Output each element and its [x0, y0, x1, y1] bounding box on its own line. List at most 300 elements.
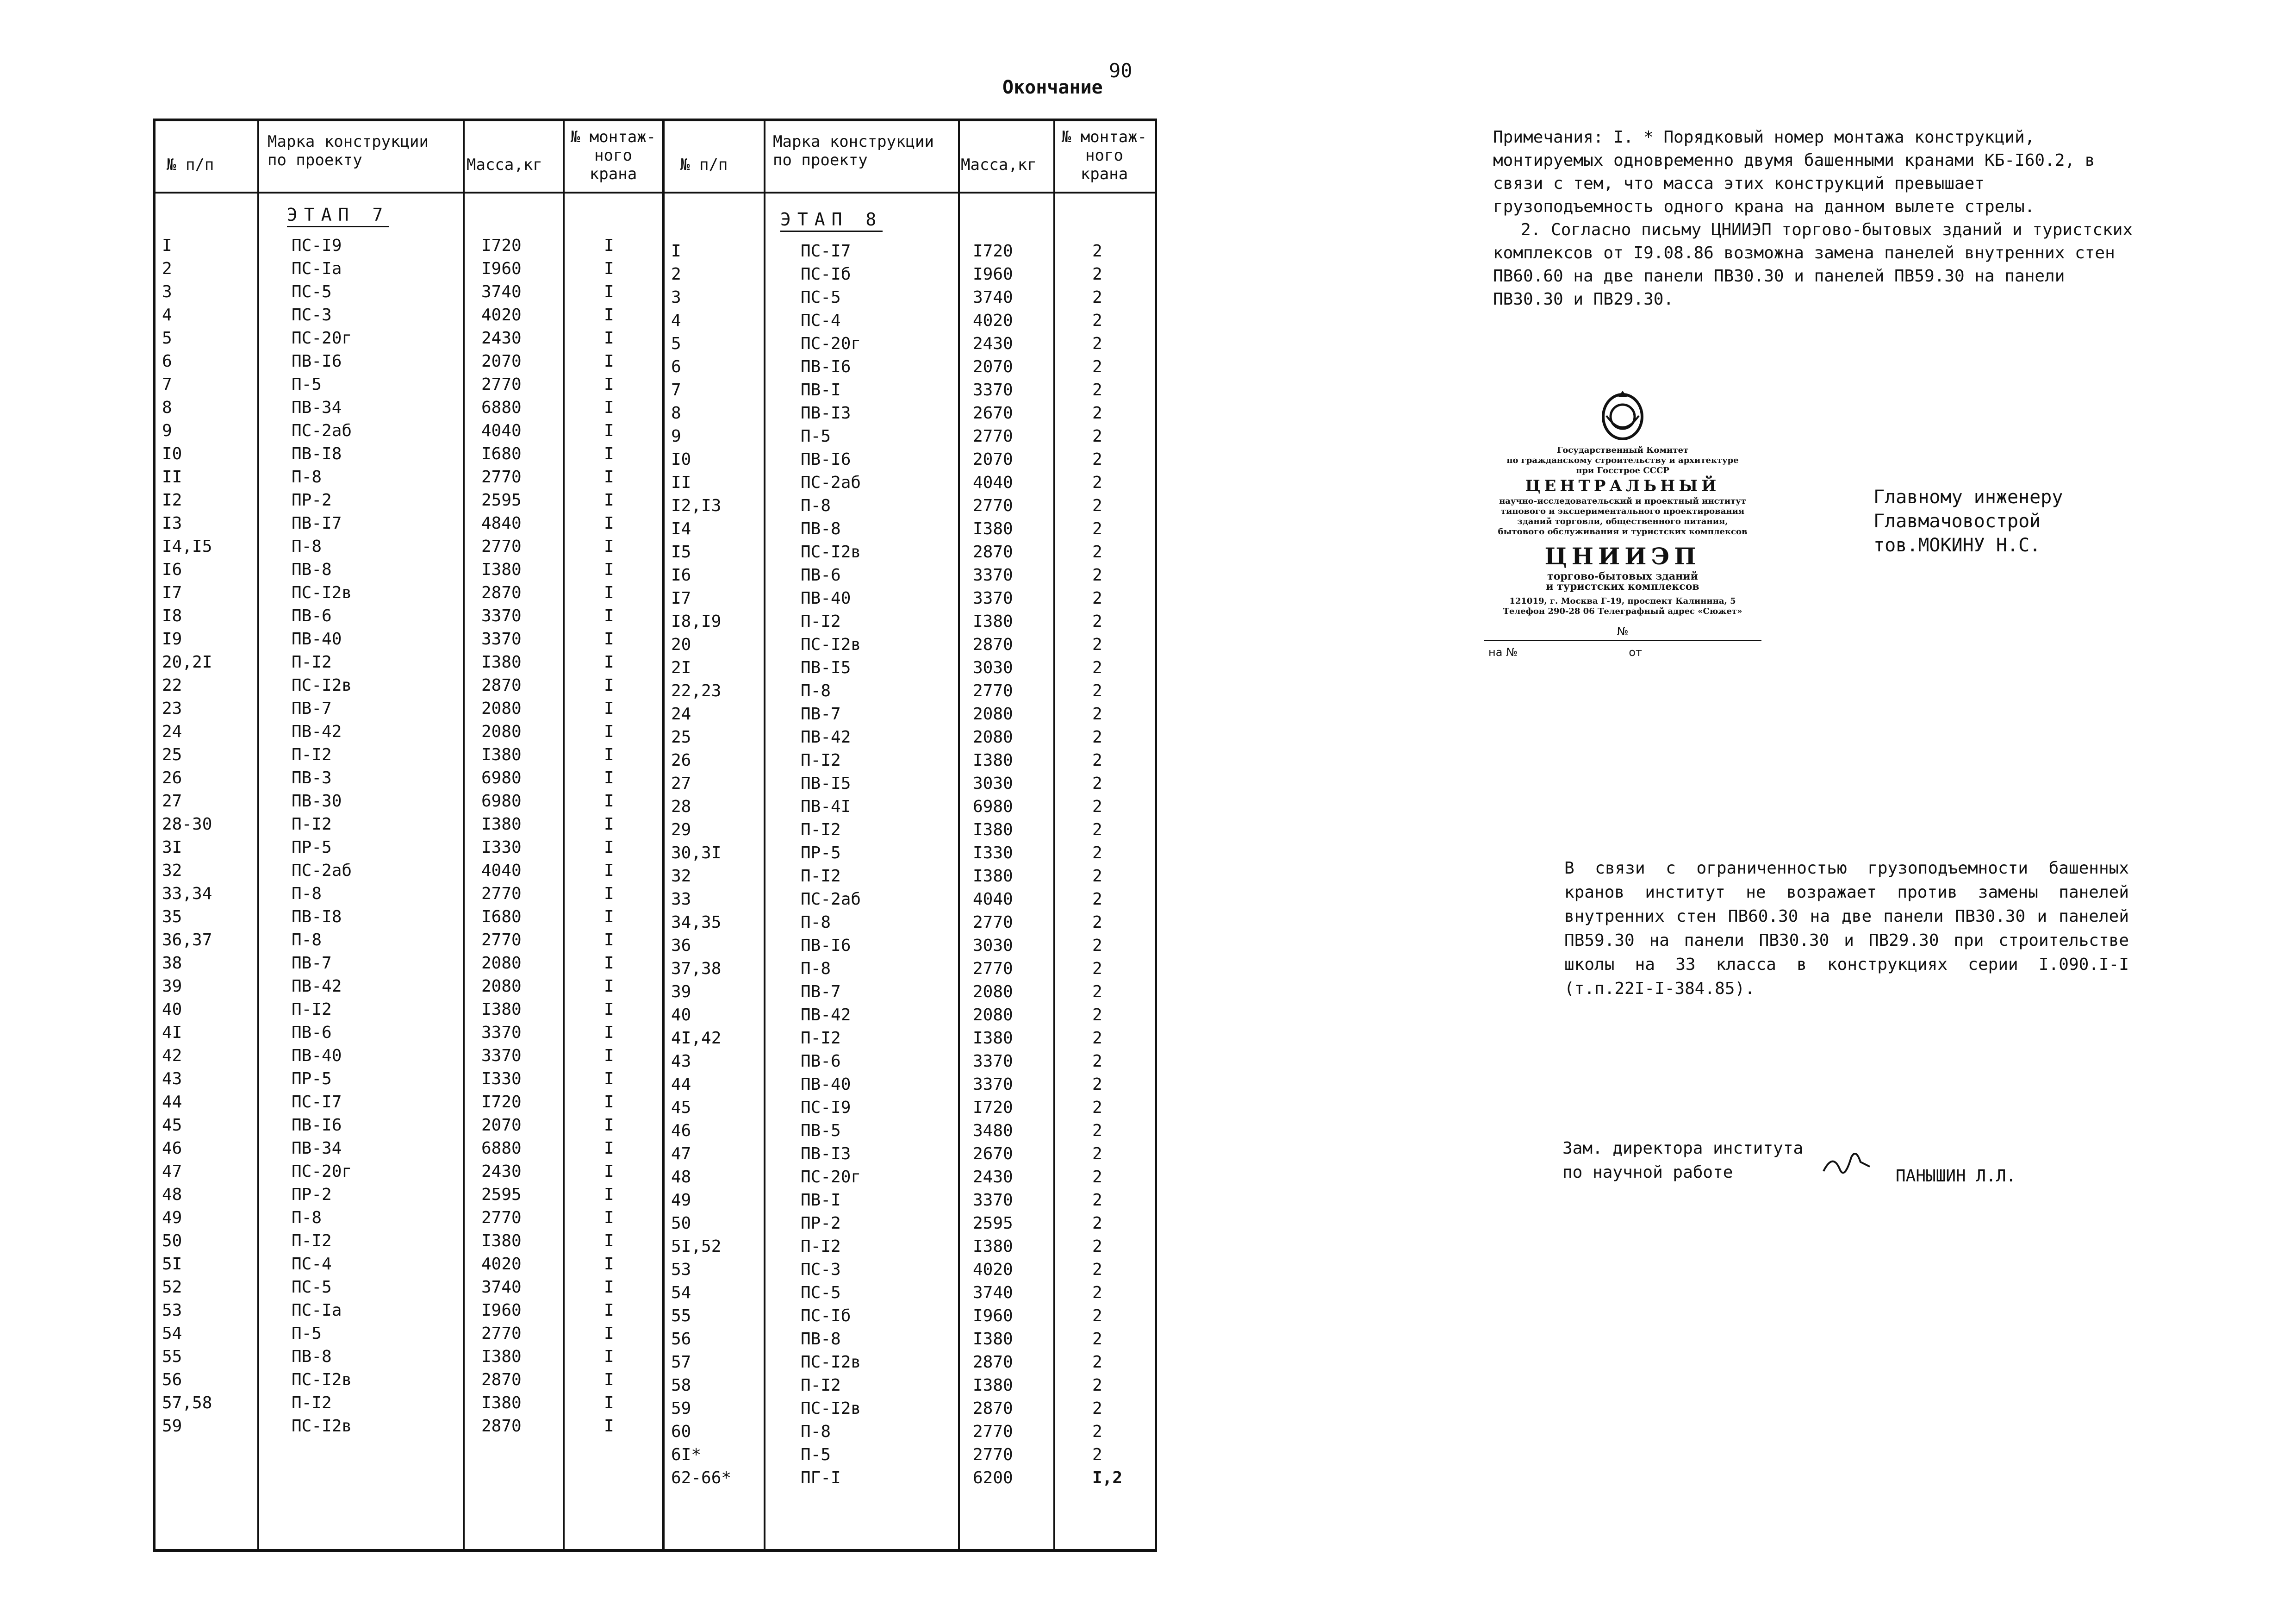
row-crane: I — [604, 630, 614, 649]
table-row — [153, 425, 1157, 448]
row-mass: I380 — [481, 1347, 522, 1366]
row-number: 4I — [162, 1023, 182, 1042]
row-number: 47 — [671, 1144, 691, 1163]
row-mark: ПВ-I6 — [292, 1116, 342, 1135]
table-row — [153, 286, 1157, 309]
row-mark: П-8 — [801, 959, 831, 978]
row-number: 48 — [162, 1185, 182, 1204]
table-row — [153, 842, 1157, 865]
row-crane: I — [604, 1000, 614, 1019]
row-mark: П-5 — [801, 1445, 831, 1464]
table-row — [153, 934, 1157, 957]
table-row — [153, 541, 1157, 564]
row-number: 60 — [671, 1422, 691, 1441]
row-mark: П-I2 — [801, 751, 841, 770]
row-mass: 4840 — [481, 514, 522, 533]
header-crane-2: № монтаж-ного крана — [1061, 128, 1147, 183]
row-mass: 3030 — [973, 658, 1013, 677]
stamp-line: Государственный Комитет — [1556, 445, 1689, 455]
row-crane: I — [604, 699, 614, 718]
row-number: 6 — [671, 357, 681, 376]
notes — [1493, 126, 2141, 311]
row-number: I — [162, 236, 172, 255]
row-number: 33,34 — [162, 884, 212, 903]
row-mark: П-8 — [801, 681, 831, 700]
row-crane: 2 — [1092, 1214, 1102, 1233]
row-crane: I — [604, 653, 614, 672]
row-mass: 2670 — [973, 404, 1013, 423]
row-crane: 2 — [1092, 1306, 1102, 1325]
row-mark: П-I2 — [801, 612, 841, 631]
row-number: 3 — [162, 282, 172, 301]
signature-title-2: по научной работе — [1562, 1163, 1733, 1182]
table-row — [153, 911, 1157, 934]
row-mass: I720 — [481, 1093, 522, 1112]
row-mark: ПС-I7 — [801, 242, 851, 261]
table-row — [153, 633, 1157, 656]
table-row — [153, 957, 1157, 981]
row-mass: I960 — [973, 265, 1013, 284]
row-crane: 2 — [1092, 496, 1102, 515]
row-mass: 2870 — [481, 1370, 522, 1389]
row-mass: 6980 — [973, 797, 1013, 816]
row-number: 34,35 — [671, 913, 722, 932]
row-mass: 2430 — [481, 1162, 522, 1181]
row-mark: ПВ-3 — [292, 768, 332, 787]
row-crane: 2 — [1092, 867, 1102, 886]
row-mass: 3370 — [481, 1046, 522, 1065]
row-mass: 2770 — [973, 427, 1013, 446]
row-number: I8 — [162, 606, 182, 625]
row-crane: I — [604, 1093, 614, 1112]
row-mark: ПВ-I5 — [801, 774, 851, 793]
row-mark: ПС-2аб — [801, 890, 861, 909]
row-mark: ПР-5 — [801, 843, 841, 862]
row-mass: 4040 — [973, 890, 1013, 909]
row-crane: 2 — [1092, 311, 1102, 330]
row-mark: ПС-Iа — [292, 1301, 342, 1320]
row-number: 59 — [162, 1417, 182, 1436]
header-mark: Марка конструкции по проекту — [268, 132, 429, 169]
row-mass: 3740 — [973, 1283, 1013, 1302]
table-row — [153, 888, 1157, 911]
row-number: 53 — [671, 1260, 691, 1279]
row-mark: ПС-20г — [801, 1168, 861, 1187]
row-crane: 2 — [1092, 705, 1102, 724]
row-mass: 2595 — [481, 491, 522, 510]
row-number: 57 — [671, 1353, 691, 1372]
row-mark: ПВ-I6 — [801, 450, 851, 469]
row-mass: 3370 — [481, 630, 522, 649]
row-crane: 2 — [1092, 404, 1102, 423]
row-mass: 2770 — [481, 375, 522, 394]
table-row — [153, 1212, 1157, 1235]
table-row — [153, 772, 1157, 795]
row-mark: ПС-2аб — [292, 861, 352, 880]
row-number: I4 — [671, 519, 691, 538]
row-mark: ПС-5 — [801, 1283, 841, 1302]
row-mass: I380 — [973, 519, 1013, 538]
row-mark: П-8 — [801, 496, 831, 515]
row-crane: I — [604, 1278, 614, 1297]
row-number: 28 — [671, 797, 691, 816]
row-mass: I380 — [481, 560, 522, 579]
row-crane: I — [604, 537, 614, 556]
table-row — [153, 1305, 1157, 1328]
row-mass: 2595 — [973, 1214, 1013, 1233]
row-number: 37,38 — [671, 959, 722, 978]
row-mass: I680 — [481, 907, 522, 926]
row-mass: 2870 — [481, 1417, 522, 1436]
header-mark-2: Марка конструкции по проекту — [773, 132, 934, 169]
row-mass: 3370 — [973, 1052, 1013, 1071]
institute-stamp — [1484, 388, 1761, 661]
row-mark: ПВ-I7 — [292, 514, 342, 533]
table-row — [153, 379, 1157, 402]
row-mark: ПВ-8 — [801, 1330, 841, 1349]
row-number: 57,58 — [162, 1393, 212, 1412]
row-crane: 2 — [1092, 357, 1102, 376]
row-crane: 2 — [1092, 820, 1102, 839]
row-mass: I380 — [481, 745, 522, 764]
row-mass: I330 — [481, 838, 522, 857]
row-mass: I960 — [481, 259, 522, 278]
row-crane: I — [604, 329, 614, 348]
row-mass: 2595 — [481, 1185, 522, 1204]
row-crane: I — [604, 768, 614, 787]
row-mark: ПВ-I8 — [292, 444, 342, 463]
row-crane: I — [604, 907, 614, 926]
table-row — [153, 656, 1157, 680]
row-mass: 2770 — [481, 1324, 522, 1343]
row-crane: 2 — [1092, 1422, 1102, 1441]
row-mark: П-I2 — [801, 820, 841, 839]
row-mass: I380 — [481, 1393, 522, 1412]
row-mark: ПС-20г — [292, 329, 352, 348]
table-row — [153, 1397, 1157, 1420]
row-mark: П-8 — [801, 1422, 831, 1441]
row-number: 9 — [671, 427, 681, 446]
table-row — [153, 587, 1157, 610]
row-mark: ПВ-8 — [292, 1347, 332, 1366]
row-mass: I330 — [973, 843, 1013, 862]
emblem-icon — [1597, 388, 1648, 443]
note-1: Примечания: I. * Порядковый номер монтажа конструкций, монтируемых одновременно двумя башенными кранами КБ-I60.2, в связи с тем, что масса этих конструкций превышает грузоподъемность одного крана на данном вылете стрелы. — [1493, 128, 2095, 216]
row-number: 55 — [162, 1347, 182, 1366]
row-crane: I — [604, 398, 614, 417]
row-mark: ПР-5 — [292, 1069, 332, 1088]
row-crane: I — [604, 1255, 614, 1274]
row-crane: 2 — [1092, 913, 1102, 932]
row-mark: П-I2 — [292, 1393, 332, 1412]
row-number: 53 — [162, 1301, 182, 1320]
row-crane: 2 — [1092, 288, 1102, 307]
row-number: 4 — [671, 311, 681, 330]
row-mass: 2670 — [973, 1144, 1013, 1163]
row-crane: I — [604, 1023, 614, 1042]
row-mark: ПС-I9 — [292, 236, 342, 255]
stamp-central: ЦЕНТРАЛЬНЫЙ — [1525, 477, 1720, 495]
row-crane: 2 — [1092, 1098, 1102, 1117]
row-number: 49 — [671, 1191, 691, 1210]
row-crane: I — [604, 1046, 614, 1065]
addressee-line: тов.МОКИНУ Н.С. — [1873, 535, 2041, 556]
row-crane: I — [604, 606, 614, 625]
row-number: 40 — [162, 1000, 182, 1019]
row-number: 47 — [162, 1162, 182, 1181]
row-number: 24 — [162, 722, 182, 741]
row-number: I8,I9 — [671, 612, 722, 631]
row-number: 42 — [162, 1046, 182, 1065]
table-row — [153, 402, 1157, 425]
row-crane: 2 — [1092, 1121, 1102, 1140]
row-crane: 2 — [1092, 589, 1102, 608]
row-number: 2I — [671, 658, 691, 677]
stamp-line: и туристских комплексов — [1546, 581, 1699, 593]
table-row — [153, 1073, 1157, 1096]
row-mass: 3740 — [973, 288, 1013, 307]
row-crane: I — [604, 1393, 614, 1412]
row-mark: ПС-3 — [292, 306, 332, 325]
row-crane: I — [604, 1116, 614, 1135]
row-mass: 2430 — [481, 329, 522, 348]
row-mass: 2080 — [481, 977, 522, 996]
row-crane: I — [604, 491, 614, 510]
row-mass: 6200 — [973, 1468, 1013, 1487]
row-crane: 2 — [1092, 658, 1102, 677]
row-mark: ПВ-42 — [801, 728, 851, 747]
row-crane: 2 — [1092, 427, 1102, 446]
row-crane: 2 — [1092, 1052, 1102, 1071]
row-crane: 2 — [1092, 1330, 1102, 1349]
table-row — [153, 1258, 1157, 1281]
row-mass: I380 — [973, 751, 1013, 770]
header-num: № п/п — [167, 156, 214, 174]
row-mark: ПС-I2в — [292, 1370, 352, 1389]
row-mass: 3370 — [973, 1191, 1013, 1210]
table-row — [153, 471, 1157, 494]
row-number: 46 — [671, 1121, 691, 1140]
row-number: I6 — [671, 566, 691, 585]
row-mass: I380 — [973, 1376, 1013, 1395]
row-mass: 2080 — [973, 728, 1013, 747]
row-crane: I — [604, 375, 614, 394]
row-mark: ПС-2аб — [292, 421, 352, 440]
row-mark: ПВ-7 — [801, 982, 841, 1001]
row-mass: I380 — [481, 815, 522, 834]
row-mark: ПВ-6 — [292, 1023, 332, 1042]
row-crane: 2 — [1092, 751, 1102, 770]
row-mass: 2070 — [481, 1116, 522, 1135]
row-crane: 2 — [1092, 774, 1102, 793]
row-crane: I — [604, 1370, 614, 1389]
stamp-line: зданий торговли, общественного питания, — [1517, 517, 1728, 526]
row-crane: 2 — [1092, 797, 1102, 816]
row-number: 20,2I — [162, 653, 212, 672]
row-number: 2 — [671, 265, 681, 284]
stamp-line: при Госстрое СССР — [1576, 466, 1669, 475]
row-number: 50 — [671, 1214, 691, 1233]
header-crane: № монтаж-ного крана — [570, 128, 656, 183]
row-crane: 2 — [1092, 936, 1102, 955]
table-row — [153, 1281, 1157, 1305]
row-crane: 2 — [1092, 473, 1102, 492]
addressee-line: Главмачовострой — [1873, 511, 2041, 532]
stamp-line: торгово-бытовых зданий — [1547, 570, 1698, 582]
row-mass: 2080 — [973, 982, 1013, 1001]
stamp-address: 121019, г. Москва Г-19, проспект Калинина, 5 — [1509, 596, 1736, 606]
row-number: 7 — [162, 375, 172, 394]
table-row — [153, 1096, 1157, 1119]
row-mass: I380 — [973, 820, 1013, 839]
row-mark: П-I2 — [801, 1237, 841, 1256]
row-mark: ПВ-6 — [801, 1052, 841, 1071]
row-crane: I — [604, 722, 614, 741]
row-crane: I — [604, 745, 614, 764]
row-number: 25 — [671, 728, 691, 747]
row-mass: 6880 — [481, 398, 522, 417]
header-num-2: № п/п — [680, 156, 728, 174]
row-crane: I,2 — [1092, 1468, 1123, 1487]
table-row — [153, 1143, 1157, 1166]
row-mark: ПС-I2в — [801, 1353, 861, 1372]
row-number: 39 — [671, 982, 691, 1001]
row-mark: ПВ-40 — [292, 630, 342, 649]
table-row — [153, 680, 1157, 703]
row-mark: ПС-I2в — [292, 1417, 352, 1436]
row-crane: I — [604, 1208, 614, 1227]
row-mark: П-I2 — [292, 1000, 332, 1019]
row-crane: I — [604, 884, 614, 903]
row-crane: I — [604, 1324, 614, 1343]
row-mass: I380 — [481, 1231, 522, 1250]
header-mass-2: Масса,кг — [961, 156, 1037, 174]
row-number: 55 — [671, 1306, 691, 1325]
row-number: I7 — [671, 589, 691, 608]
row-mark: ПВ-7 — [292, 699, 332, 718]
row-crane: I — [604, 306, 614, 325]
row-number: 22,23 — [671, 681, 722, 700]
row-number: 59 — [671, 1399, 691, 1418]
row-mark: ПВ-40 — [292, 1046, 342, 1065]
row-crane: I — [604, 1231, 614, 1250]
row-crane: I — [604, 1347, 614, 1366]
row-mark: П-8 — [292, 931, 322, 949]
row-number: 27 — [162, 792, 182, 811]
ending-label: Окончание — [1002, 77, 1103, 98]
row-number: 8 — [671, 404, 681, 423]
row-mass: I680 — [481, 444, 522, 463]
row-mark: П-8 — [292, 1208, 322, 1227]
row-crane: 2 — [1092, 1399, 1102, 1418]
row-crane: 2 — [1092, 1260, 1102, 1279]
row-crane: I — [604, 1185, 614, 1204]
row-crane: I — [604, 514, 614, 533]
row-number: I0 — [671, 450, 691, 469]
row-number: 23 — [162, 699, 182, 718]
row-mass: I330 — [481, 1069, 522, 1088]
row-mass: 6880 — [481, 1139, 522, 1158]
row-number: 28-30 — [162, 815, 212, 834]
row-mass: 3370 — [481, 1023, 522, 1042]
row-crane: I — [604, 1139, 614, 1158]
row-crane: 2 — [1092, 242, 1102, 261]
row-crane: 2 — [1092, 519, 1102, 538]
row-number: 25 — [162, 745, 182, 764]
row-crane: I — [604, 676, 614, 695]
table-row — [153, 865, 1157, 888]
table-row — [153, 1050, 1157, 1073]
stamp-phone: Телефон 290-28 06 Телеграфный адрес «Сюжет» — [1503, 606, 1742, 616]
row-mass: 2770 — [973, 913, 1013, 932]
stamp-no-label: № — [1617, 625, 1629, 638]
row-mark: П-8 — [292, 537, 322, 556]
row-number: 2 — [162, 259, 172, 278]
row-number: I2,I3 — [671, 496, 722, 515]
row-number: 5I — [162, 1255, 182, 1274]
row-number: 7 — [671, 381, 681, 400]
row-mark: ПВ-8 — [292, 560, 332, 579]
row-number: I5 — [671, 543, 691, 562]
table-row — [153, 448, 1157, 471]
table-row — [153, 309, 1157, 332]
signature-name: ПАНЫШИН Л.Л. — [1896, 1167, 2016, 1186]
row-number: 48 — [671, 1168, 691, 1187]
stage-7-label: ЭТАП 7 — [287, 205, 389, 227]
row-crane: I — [604, 977, 614, 996]
row-mark: ПВ-I6 — [801, 936, 851, 955]
table-row — [153, 494, 1157, 518]
row-crane: 2 — [1092, 728, 1102, 747]
row-number: 38 — [162, 954, 182, 973]
row-mark: ПВ-42 — [292, 722, 342, 741]
row-mark: ПС-I2в — [292, 676, 352, 695]
row-crane: I — [604, 444, 614, 463]
row-number: I9 — [162, 630, 182, 649]
row-mass: 2770 — [481, 884, 522, 903]
table-row — [153, 1328, 1157, 1351]
row-crane: 2 — [1092, 1237, 1102, 1256]
row-mark: ПВ-42 — [292, 977, 342, 996]
row-crane: 2 — [1092, 1353, 1102, 1372]
row-crane: 2 — [1092, 1445, 1102, 1464]
table-row — [153, 795, 1157, 818]
row-mark: ПС-I7 — [292, 1093, 342, 1112]
row-crane: I — [604, 421, 614, 440]
row-mass: 4020 — [973, 311, 1013, 330]
row-crane: I — [604, 560, 614, 579]
row-number: 27 — [671, 774, 691, 793]
row-mass: 3370 — [973, 381, 1013, 400]
table-row — [153, 749, 1157, 772]
row-mass: 4040 — [481, 861, 522, 880]
row-mass: 2870 — [973, 635, 1013, 654]
assembly-table — [153, 119, 1157, 1552]
row-mass: 2080 — [481, 954, 522, 973]
table-row — [153, 1443, 1157, 1467]
row-mass: 3370 — [973, 566, 1013, 585]
row-mark: ПВ-6 — [801, 566, 841, 585]
row-number: 24 — [671, 705, 691, 724]
row-mark: ПР-2 — [801, 1214, 841, 1233]
row-mass: 2770 — [481, 537, 522, 556]
row-number: 43 — [671, 1052, 691, 1071]
row-number: 50 — [162, 1231, 182, 1250]
row-mass: 3030 — [973, 936, 1013, 955]
row-number: 4I,42 — [671, 1029, 722, 1048]
row-mass: 2070 — [973, 357, 1013, 376]
row-crane: 2 — [1092, 334, 1102, 353]
